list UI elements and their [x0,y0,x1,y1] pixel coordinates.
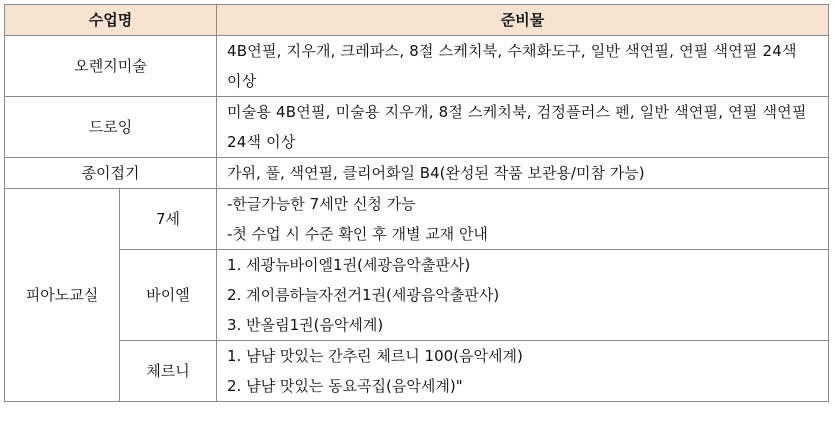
supplies-line: 2. 계이름하늘자전거1권(세광음악출판사) [227,286,500,304]
piano-level-name: 체르니 [120,341,217,402]
supplies-table [4,4,829,402]
table-row [5,189,829,250]
table-row [5,36,829,97]
header-supplies: 준비물 [217,5,829,36]
piano-level-name: 바이엘 [120,250,217,341]
piano-level-name: 7세 [120,189,217,250]
class-name-piano: 피아노교실 [5,189,120,402]
supplies-line: 2. 냠냠 맛있는 동요곡집(음악세계)" [227,377,463,395]
supplies-text: 미술용 4B연필, 미술용 지우개, 8절 스케치북, 검정플러스 펜, 일반 색연필, 연필 색연필 24색 이상 [227,103,807,151]
supplies-line: 1. 세광뉴바이엘1권(세광음악출판사) [227,256,471,274]
class-name: 드로잉 [5,97,217,158]
table-row [5,97,829,158]
header-class-name: 수업명 [5,5,217,36]
table-header-row [5,5,829,36]
table-row [5,250,829,341]
supplies-text: 가위, 풀, 색연필, 클리어화일 B4(완성된 작품 보관용/미참 가능) [227,164,645,182]
class-name: 오렌지미술 [5,36,217,97]
class-name: 종이접기 [5,158,217,189]
table-row [5,341,829,402]
supplies-text: 4B연필, 지우개, 크레파스, 8절 스케치북, 수채화도구, 일반 색연필, 연필 색연필 24색 이상 [227,42,797,90]
supplies-line: -한글가능한 7세만 신청 가능 [227,195,416,213]
supplies-line: 1. 냠냠 맛있는 간추린 체르니 100(음악세계) [227,347,523,365]
supplies-line: 3. 반올림1권(음악세계) [227,316,384,334]
table-row [5,158,829,189]
supplies-line: -첫 수업 시 수준 확인 후 개별 교재 안내 [227,225,488,243]
